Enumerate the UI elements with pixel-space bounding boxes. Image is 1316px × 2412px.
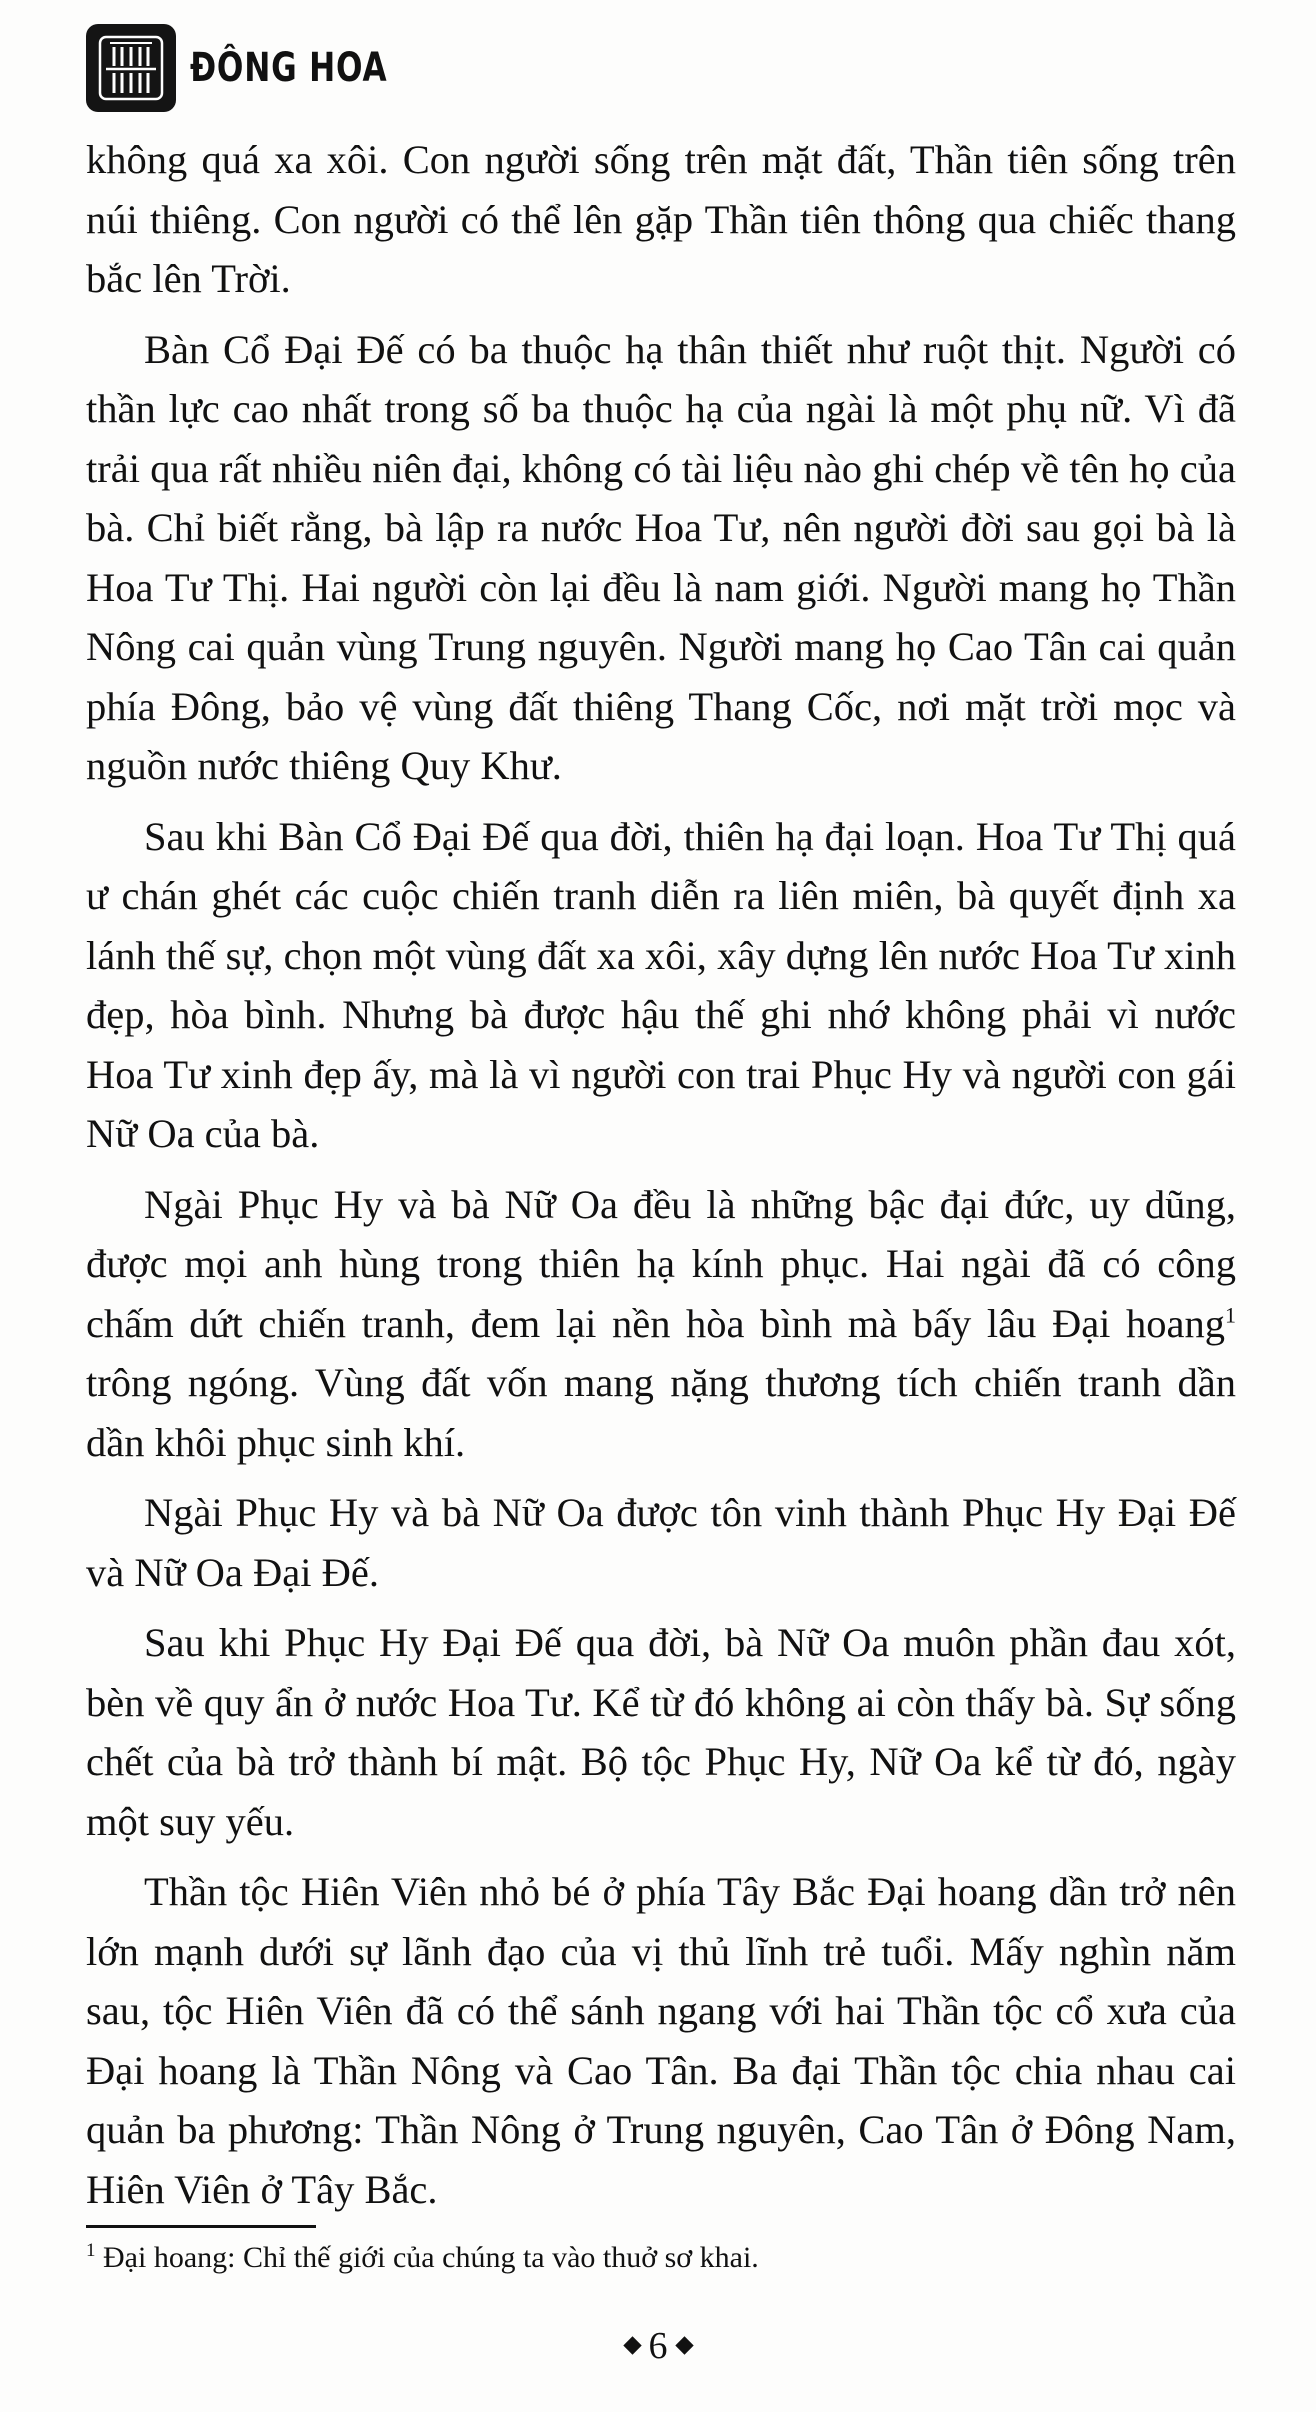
book-seal-icon [86,24,176,112]
footnote-reference[interactable]: 1 [1225,1302,1236,1327]
paragraph-2: Bàn Cổ Đại Đế có ba thuộc hạ thân thiết như ruột thịt. Người có thần lực cao nhất trong số ba thuộc hạ của ngài là một phụ nữ. Vì đã trải qua rất nhiều niên đại, không có tài liệu nào ghi chép về tên họ của bà. Chỉ biết rằng, bà lập ra nước Hoa Tư, nên người đời sau gọi bà là Hoa Tư Thị. Hai người còn lại đều là nam giới. Người mang họ Thần Nông cai quản vùng Trung nguyên. Người mang họ Cao Tân cai quản phía Đông, bảo vệ vùng đất thiêng Thang Cốc, nơi mặt trời mọc và nguồn nước thiêng Quy Khư. [86,326,1236,788]
brand-title: ĐÔNG HOA [190,45,388,91]
paragraph-7: Thần tộc Hiên Viên nhỏ bé ở phía Tây Bắc Đại hoang dần trở nên lớn mạnh dưới sự lãnh đạo của vị thủ lĩnh trẻ tuổi. Mấy nghìn năm sau, tộc Hiên Viên đã có thể sánh ngang với hai Thần tộc cổ xưa của Đại hoang là Thần Nông và Cao Tân. Ba đại Thần tộc chia nhau cai quản ba phương: Thần Nông ở Trung nguyên, Cao Tân ở Đông Nam, Hiên Viên ở Tây Bắc. [86,1869,1236,2212]
diamond-right-icon [675,2336,693,2354]
diamond-left-icon [623,2336,641,2354]
paragraph-4-text-before: Ngài Phục Hy và bà Nữ Oa đều là những bậc đại đức, uy dũng, được mọi anh hùng trong thiên hạ kính phục. Hai ngài đã có công chấm dứt chiến tranh, đem lại nền hòa bình mà bấy lâu Đại hoang [86,1181,1236,1346]
footnote-divider [86,2225,316,2228]
footnote-marker: 1 [86,2240,96,2261]
paragraph-6: Sau khi Phục Hy Đại Đế qua đời, bà Nữ Oa muôn phần đau xót, bèn về quy ẩn ở nước Hoa Tư. Kể từ đó không ai còn thấy bà. Sự sống chết của bà trở thành bí mật. Bộ tộc Phục Hy, Nữ Oa kể từ đó, ngày một suy yếu. [86,1620,1236,1844]
paragraph-4 [86,1175,1236,1473]
footnote [86,2238,1236,2278]
footnote-text: Đại hoang: Chỉ thế giới của chúng ta vào thuở sơ khai. [95,2241,759,2274]
paragraph-5: Ngài Phục Hy và bà Nữ Oa được tôn vinh thành Phục Hy Đại Đế và Nữ Oa Đại Đế. [86,1490,1236,1595]
paragraph-3: Sau khi Bàn Cổ Đại Đế qua đời, thiên hạ đại loạn. Hoa Tư Thị quá ư chán ghét các cuộc chiến tranh diễn ra liên miên, bà quyết định xa lánh thế sự, chọn một vùng đất xa xôi, xây dựng lên nước Hoa Tư xinh đẹp, hòa bình. Nhưng bà được hậu thế ghi nhớ không phải vì nước Hoa Tư xinh đẹp ấy, mà là vì người con trai Phục Hy và người con gái Nữ Oa của bà. [86,813,1236,1156]
page-header [86,24,443,112]
paragraph-1: không quá xa xôi. Con người sống trên mặt đất, Thần tiên sống trên núi thiêng. Con người có thể lên gặp Thần tiên thông qua chiếc thang bắc lên Trời. [86,137,1236,301]
page-content [86,130,1236,2230]
page-number-value: 6 [648,2325,668,2367]
page-number [0,2322,1316,2370]
paragraph-4-text-after: trông ngóng. Vùng đất vốn mang nặng thương tích chiến tranh dần dần khôi phục sinh khí. [86,1360,1236,1465]
